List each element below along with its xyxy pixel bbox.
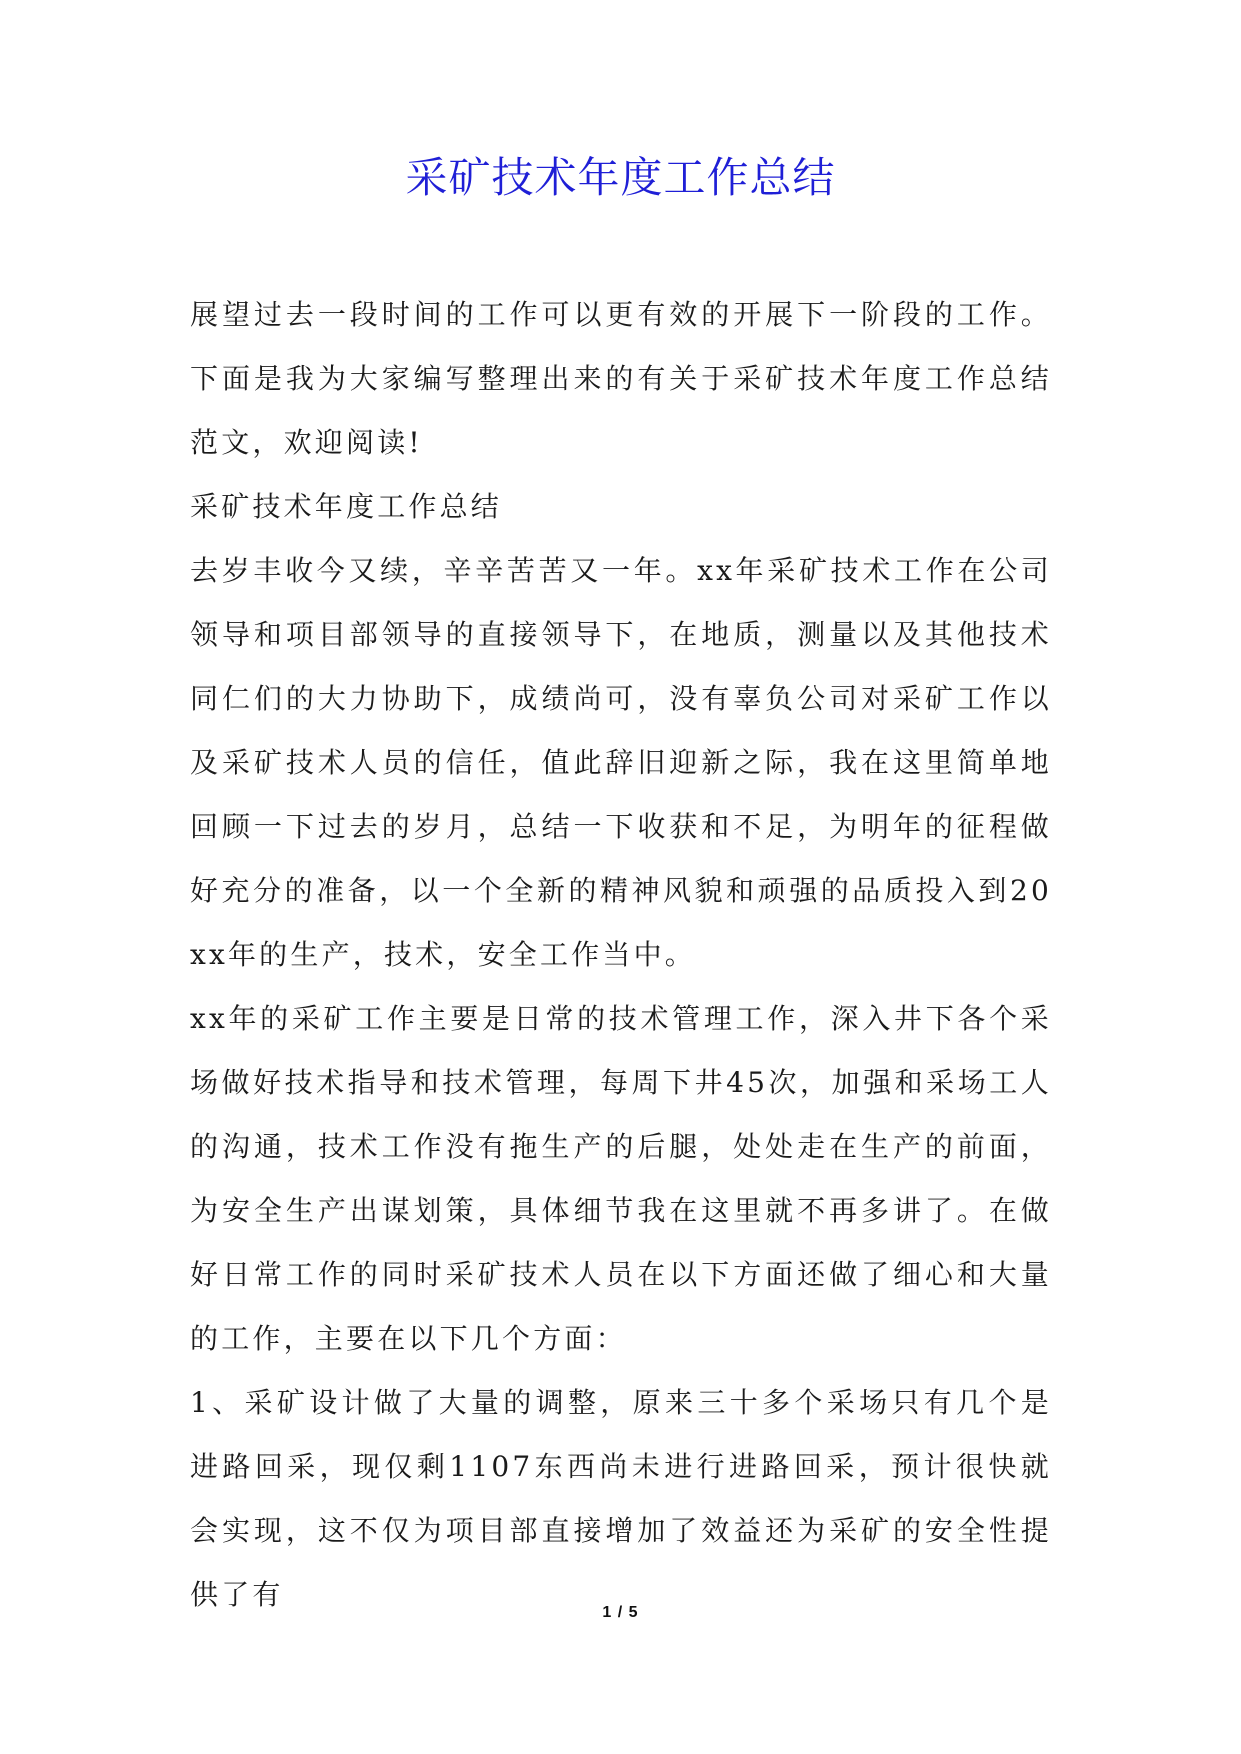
document-title: 采矿技术年度工作总结 xyxy=(405,153,836,202)
body-paragraph: 去岁丰收今又续，辛辛苦苦又一年。xx年采矿技术工作在公司领导和项目部领导的直接领导下，在地质，测量以及其他技术同仁们的大力协助下，成绩尚可，没有辜负公司对采矿工作以及采矿技术人员的信任，值此辞旧迎新之际，我在这里简单地回顾一下过去的岁月，总结一下收获和不足，为明年的征程做好充分的准备，以一个全新的精神风貌和顽强的品质投入到20xx年的生产，技术，安全工作当中。 xyxy=(190,554,1052,971)
numbered-paragraph: 1、采矿设计做了大量的调整，原来三十多个采场只有几个是进路回采，现仅剩1107东西尚未进行进路回采，预计很快就会实现，这不仅为项目部直接增加了效益还为采矿的安全性提供了有 xyxy=(190,1386,1052,1611)
page-number: 1 / 5 xyxy=(602,1604,639,1621)
intro-paragraph: 展望过去一段时间的工作可以更有效的开展下一阶段的工作。下面是我为大家编写整理出来的有关于采矿技术年度工作总结范文，欢迎阅读! xyxy=(190,298,1052,459)
body-paragraph: xx年的采矿工作主要是日常的技术管理工作，深入井下各个采场做好技术指导和技术管理，每周下井45次，加强和采场工人的沟通，技术工作没有拖生产的后腿，处处走在生产的前面，为安全生产出谋划策，具体细节我在这里就不再多讲了。在做好日常工作的同时采矿技术人员在以下方面还做了细心和大量的工作，主要在以下几个方面： xyxy=(190,1002,1052,1355)
section-heading: 采矿技术年度工作总结 xyxy=(190,490,503,523)
document-body xyxy=(190,283,1052,1627)
